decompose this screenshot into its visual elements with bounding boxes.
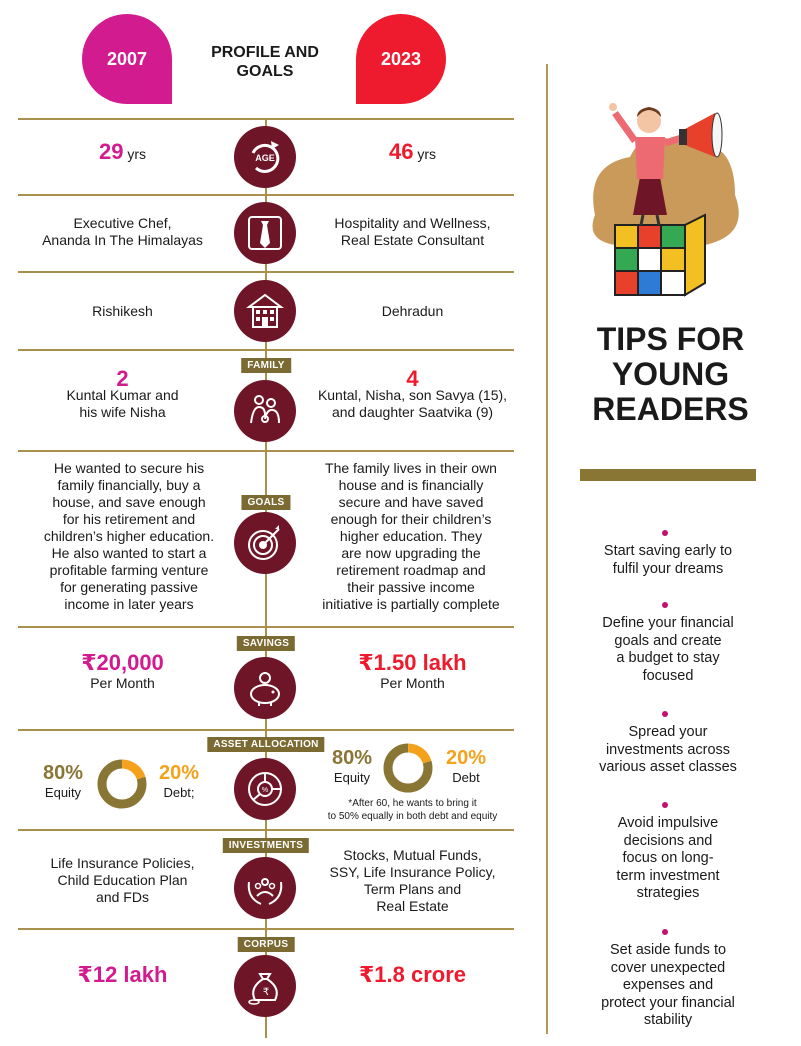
age-2007-value: 29 bbox=[98, 139, 124, 164]
tip-bullet bbox=[662, 711, 668, 717]
profession-2007-line2: Ananda In The Himalayas bbox=[42, 232, 203, 248]
corpus-2007-value: ₹12 lakh bbox=[77, 962, 168, 987]
tip-line: investments across bbox=[605, 741, 731, 758]
divider-profession bbox=[18, 271, 514, 273]
right-debt bbox=[438, 747, 494, 785]
tip-line: Define your financial bbox=[602, 615, 734, 631]
tip-line: protect your financial bbox=[601, 994, 735, 1011]
goals-2007-line: family financially, buy a bbox=[57, 477, 201, 493]
goals-2023-line: The family lives in their own bbox=[325, 460, 497, 476]
location-2007-text: Rishikesh bbox=[92, 303, 153, 319]
tip-item bbox=[575, 942, 761, 1030]
title-line-1: PROFILE AND bbox=[211, 44, 319, 61]
left-allocation-donut bbox=[96, 758, 148, 810]
tip-line: focus on long- bbox=[622, 850, 714, 866]
savings-2007-value: ₹20,000 bbox=[81, 650, 164, 675]
divider-location bbox=[18, 349, 514, 351]
goals-2007-line: He also wanted to start a bbox=[51, 545, 207, 561]
goals-2007-line: for generating passive bbox=[60, 579, 198, 595]
family-2007-line2: his wife Nisha bbox=[79, 404, 166, 420]
corpus-2023-value: ₹1.8 crore bbox=[358, 962, 467, 987]
tip-line: Set aside funds to bbox=[609, 942, 727, 958]
family-2023-line2: and daughter Saatvika (9) bbox=[331, 404, 494, 420]
age-2023-unit: yrs bbox=[417, 146, 437, 162]
tips-underline-bar bbox=[580, 469, 756, 481]
corpus-2007 bbox=[20, 962, 225, 987]
goals-2007-line: house, and save enough bbox=[52, 494, 206, 510]
family-tag: FAMILY bbox=[241, 358, 291, 373]
target-icon bbox=[234, 512, 296, 574]
profession-2023-line1: Hospitality and Wellness, bbox=[334, 215, 491, 231]
tip-item bbox=[575, 815, 761, 903]
tip-line: strategies bbox=[636, 885, 700, 901]
savings-2023-value: ₹1.50 lakh bbox=[358, 650, 467, 675]
goals-2007-line: for his retirement and bbox=[62, 511, 196, 527]
left-equity bbox=[38, 762, 88, 800]
tip-bullet bbox=[662, 929, 668, 935]
corpus-tag: CORPUS bbox=[238, 937, 295, 952]
right-debt-label: Debt bbox=[452, 770, 480, 785]
year-2007-badge bbox=[82, 14, 172, 104]
age-2007 bbox=[20, 139, 225, 164]
profession-2007-line1: Executive Chef, bbox=[73, 215, 172, 231]
family-2023-count: 4 bbox=[406, 366, 419, 391]
tip-item bbox=[575, 724, 761, 777]
woman-megaphone-illustration bbox=[575, 65, 765, 305]
divider-savings bbox=[18, 729, 514, 731]
divider-family bbox=[18, 450, 514, 452]
year-2023-badge bbox=[356, 14, 446, 104]
tip-item bbox=[575, 543, 761, 578]
allocation-note-line1: *After 60, he wants to bring it bbox=[348, 798, 477, 809]
left-equity-label: Equity bbox=[44, 785, 82, 800]
tip-line: Start saving early to bbox=[603, 543, 733, 559]
title-line-2: GOALS bbox=[236, 63, 294, 80]
tip-line: Avoid impulsive bbox=[617, 815, 719, 831]
age-icon bbox=[234, 126, 296, 188]
right-equity bbox=[326, 747, 378, 785]
divider-top bbox=[18, 118, 514, 120]
tip-line: goals and create bbox=[614, 632, 722, 649]
savings-tag: SAVINGS bbox=[237, 636, 295, 651]
tip-line: focused bbox=[642, 667, 694, 684]
location-2023-text: Dehradun bbox=[381, 303, 444, 319]
allocation-note bbox=[305, 797, 520, 823]
savings-2023-sub: Per Month bbox=[380, 675, 445, 691]
right-allocation-donut bbox=[382, 742, 434, 794]
investments-2007-line: Child Education Plan bbox=[57, 872, 188, 888]
tie-icon bbox=[234, 202, 296, 264]
age-2023 bbox=[305, 139, 520, 164]
family-2007-line1: Kuntal Kumar and bbox=[66, 387, 179, 403]
tip-line: fulfil your dreams bbox=[612, 560, 724, 577]
goals-2007-line: children’s higher education. bbox=[43, 528, 215, 544]
profession-2023 bbox=[305, 215, 520, 249]
tip-bullet bbox=[662, 530, 668, 536]
divider-age bbox=[18, 194, 514, 196]
goals-2023-line: retirement roadmap and bbox=[336, 562, 486, 578]
tips-title-line1: TIPS FOR bbox=[596, 321, 745, 357]
corpus-2023 bbox=[305, 962, 520, 987]
profession-2023-line2: Real Estate Consultant bbox=[340, 232, 485, 248]
left-equity-pct: 80% bbox=[42, 762, 84, 784]
goals-tag: GOALS bbox=[241, 495, 290, 510]
family-2007-count: 2 bbox=[116, 366, 129, 391]
svg-text:%: % bbox=[261, 787, 269, 794]
investments-2007 bbox=[20, 855, 225, 906]
goals-2023-line: enough for their children’s bbox=[330, 511, 492, 527]
left-debt-label: Debt; bbox=[163, 785, 195, 800]
savings-2007-sub: Per Month bbox=[90, 675, 155, 691]
tip-line: expenses and bbox=[622, 977, 714, 993]
goals-2007-line: profitable farming venture bbox=[49, 562, 209, 578]
goals-2007-line: He wanted to secure his bbox=[53, 460, 205, 476]
divider-goals bbox=[18, 626, 514, 628]
age-2007-unit: yrs bbox=[127, 146, 147, 162]
savings-2007 bbox=[20, 650, 225, 692]
asset-allocation-tag: ASSET ALLOCATION bbox=[207, 737, 324, 752]
goals-2023-line: initiative is partially complete bbox=[322, 596, 500, 612]
tips-title-line2: YOUNG bbox=[611, 356, 730, 392]
family-2023-line1: Kuntal, Nisha, son Savya (15), bbox=[317, 387, 508, 403]
investments-2023-line: Term Plans and bbox=[363, 881, 462, 897]
location-2023 bbox=[305, 303, 520, 320]
family-2007 bbox=[20, 366, 225, 421]
tip-item bbox=[575, 615, 761, 685]
tip-line: various asset classes bbox=[599, 759, 737, 775]
goals-2007 bbox=[24, 460, 234, 613]
goals-2023-line: their passive income bbox=[347, 579, 475, 595]
goals-2023-line: house and is financially bbox=[338, 477, 484, 493]
side-divider bbox=[546, 64, 548, 1034]
allocation-note-line2: to 50% equally in both debt and equity bbox=[327, 811, 498, 822]
goals-2023-line: secure and have saved bbox=[338, 494, 484, 510]
tips-title-line3: READERS bbox=[592, 391, 749, 427]
page-title bbox=[195, 43, 335, 81]
tip-line: a budget to stay bbox=[616, 650, 720, 666]
pie-chart-icon bbox=[234, 758, 296, 820]
investments-2007-line: and FDs bbox=[96, 889, 149, 905]
profession-2007 bbox=[20, 215, 225, 249]
piggy-bank-icon bbox=[234, 657, 296, 719]
tip-bullet bbox=[662, 802, 668, 808]
money-bag-icon bbox=[234, 955, 296, 1017]
divider-asset bbox=[18, 829, 514, 831]
goals-2023 bbox=[300, 460, 522, 613]
house-icon bbox=[234, 280, 296, 342]
family-icon bbox=[234, 380, 296, 442]
right-equity-label: Equity bbox=[333, 770, 371, 785]
age-2023-value: 46 bbox=[388, 139, 414, 164]
investments-2007-line: Life Insurance Policies, bbox=[50, 855, 195, 871]
investments-2023-line: Stocks, Mutual Funds, bbox=[343, 847, 482, 863]
left-debt bbox=[150, 762, 208, 800]
goals-2023-line: higher education. They bbox=[339, 528, 483, 544]
investments-2023 bbox=[305, 847, 520, 915]
investments-tag: INVESTMENTS bbox=[223, 838, 309, 853]
tip-line: stability bbox=[643, 1012, 693, 1028]
right-debt-pct: 20% bbox=[445, 747, 487, 769]
savings-2023 bbox=[305, 650, 520, 692]
tip-line: decisions and bbox=[623, 832, 713, 849]
investments-2023-line: SSY, Life Insurance Policy, bbox=[329, 864, 496, 880]
svg-text:₹: ₹ bbox=[262, 987, 270, 998]
year-2023-label: 2023 bbox=[380, 48, 422, 69]
year-2007-label: 2007 bbox=[106, 48, 148, 69]
left-debt-pct: 20% bbox=[158, 762, 200, 784]
investments-2023-line: Real Estate bbox=[376, 898, 449, 914]
divider-investments bbox=[18, 928, 514, 930]
tip-bullet bbox=[662, 602, 668, 608]
right-equity-pct: 80% bbox=[331, 747, 373, 769]
tips-title bbox=[578, 322, 763, 427]
tip-line: term investment bbox=[616, 867, 720, 884]
tip-line: Spread your bbox=[628, 724, 708, 740]
age-icon-label: AGE bbox=[255, 153, 275, 163]
goals-2023-line: are now upgrading the bbox=[341, 545, 481, 561]
family-2023 bbox=[305, 366, 520, 421]
goals-2007-line: income in later years bbox=[64, 596, 194, 612]
tip-line: cover unexpected bbox=[610, 959, 726, 976]
hands-people-icon bbox=[234, 857, 296, 919]
location-2007 bbox=[20, 303, 225, 320]
